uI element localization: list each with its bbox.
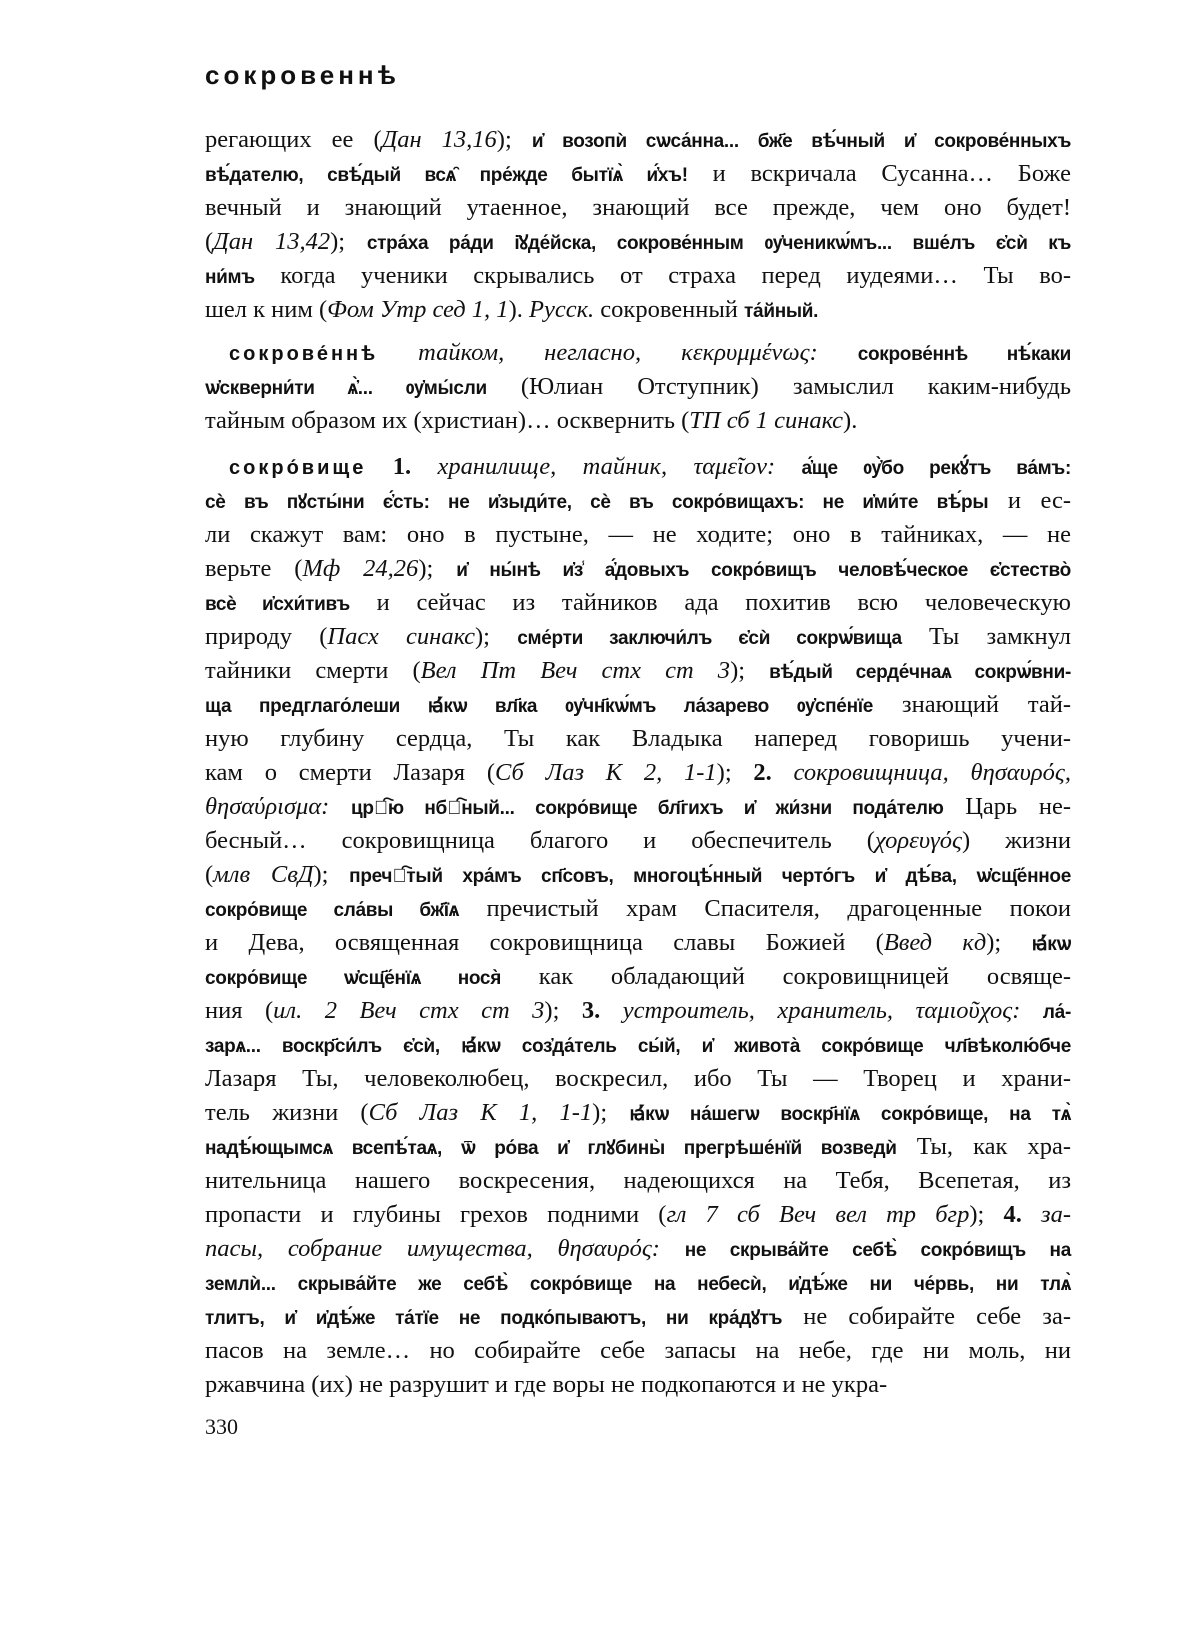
- text-line: [205, 370, 1071, 404]
- text-line: [205, 259, 1071, 293]
- text-line: [205, 926, 1071, 960]
- text-segment: пречистый храм Спасителя, драгоценные покои: [459, 895, 1071, 922]
- text-line: [205, 225, 1071, 259]
- text-line: [205, 722, 1071, 756]
- italic-text: ил. 2 Веч стх ст 3: [273, 997, 545, 1024]
- text-line: [205, 858, 1071, 892]
- text-segment: и Дева, освященная сокровищница славы Божией (: [205, 929, 884, 956]
- church-slavonic-quote: надѣ́ющымсѧ всепѣ́таѧ, ѿ ро́ва и҆ глꙋбины̀ прегрѣше́нїй возведѝ: [205, 1138, 897, 1159]
- text-line: [205, 1368, 1071, 1402]
- italic-text: гл 7 сб Веч вел тр бгр: [666, 1201, 970, 1228]
- headword: сокрове́ннѣ: [229, 343, 379, 365]
- church-slavonic-quote: землѝ... скрыва́йте же себѣ̀ сокро́вище на небесѝ, и҆дѣ́же ни че́рвь, ни тлѧ̀: [205, 1274, 1071, 1295]
- church-slavonic-quote: ꙗ҆́кѡ: [1031, 934, 1071, 955]
- church-slavonic-quote: ꙗ҆́кѡ на́шегѡ воскр҃нїѧ сокро́вище, на тѧ̀: [629, 1104, 1071, 1125]
- italic-text: за-: [1021, 1201, 1072, 1228]
- text-line: [205, 450, 1071, 484]
- italic-text: θησαύρισμα:: [205, 793, 351, 820]
- text-segment: );: [986, 929, 1032, 956]
- text-segment: ли скажут вам: оно в пустыне, — не ходите; оно в тайниках, — не: [205, 521, 1071, 548]
- text-segment: [366, 453, 392, 480]
- church-slavonic-quote: ща предглаго́леши ꙗ҆́кѡ вл҃ка ѹ҆чн҃кѡ́мъ ла́зарево ѹ҆спе́нїе: [205, 696, 874, 717]
- text-line: [205, 586, 1071, 620]
- text-line: [205, 336, 1071, 370]
- italic-text: сокровищница,: [771, 759, 949, 786]
- text-segment: кам о смерти Лазаря (: [205, 759, 495, 786]
- text-line: [205, 1334, 1071, 1368]
- running-head: сокровеннѣ: [205, 60, 400, 90]
- text-segment: );: [418, 555, 457, 582]
- italic-text: Мф 24,26: [302, 555, 419, 582]
- church-slavonic-quote: сѐ въ пꙋсты́ни є҆́сть: не и҆зыди́те, сѐ въ сокро́вищахъ: не и҆ми́те вѣ́ры: [205, 492, 989, 513]
- text-line: [205, 552, 1071, 586]
- text-segment: и вскричала Сусанна… Боже: [687, 160, 1071, 187]
- text-segment: тайным образом их (христиан)… осквернить (: [205, 407, 690, 434]
- text-segment: );: [313, 861, 350, 888]
- text-segment: не собирайте себе за-: [782, 1303, 1071, 1330]
- text-line: [205, 1130, 1071, 1164]
- text-line: [205, 824, 1071, 858]
- church-slavonic-quote: стра́ха ра́ди і҆ꙋде́йска, сокрове́нным ѹ҆ченикѡ́мъ... вше́лъ є҆сѝ къ: [366, 233, 1071, 254]
- text-line: [205, 1164, 1071, 1198]
- italic-text: Дан 13,42: [213, 228, 331, 255]
- church-slavonic-quote: зарѧ... воскр҃си́лъ є҆сѝ, ꙗ҆́кѡ соз҆да́тель сы́й, и҆ живота̀ сокро́вище чл҃вѣколю́бче: [205, 1036, 1071, 1057]
- text-line: [205, 994, 1071, 1028]
- text-segment: 4.: [1003, 1201, 1022, 1228]
- text-line: [205, 518, 1071, 552]
- text-segment: Царь не-: [943, 793, 1072, 820]
- church-slavonic-quote: сокро́вище ѡ҆сщ҃е́нїѧ нося̀: [205, 968, 501, 989]
- text-segment: знающий тай-: [873, 691, 1071, 718]
- text-line: [205, 1062, 1071, 1096]
- text-segment: пропасти и глубины грехов подними (: [205, 1201, 667, 1228]
- text-segment: ).: [508, 296, 529, 323]
- text-segment: природу (: [205, 623, 328, 650]
- italic-text: Сб Лаз К 1, 1-1: [368, 1099, 593, 1126]
- text-line: [205, 1028, 1071, 1062]
- italic-text: Вел Пт Веч стх ст 3: [420, 657, 731, 684]
- church-slavonic-quote: тлитъ, и҆ и҆дѣ́же та́тїе не подко́пываютъ, ни кра́дꙋтъ: [205, 1308, 783, 1329]
- text-line: [205, 1266, 1071, 1300]
- church-slavonic-quote: вѣ́дый серде́чнаѧ сокрѡ́вни-: [769, 662, 1071, 683]
- church-slavonic-quote: црⷭ҇ю нбⷭ҇ный... сокро́вище бл҃гихъ и҆ жи́зни пода́телю: [350, 798, 944, 819]
- church-slavonic-quote: не скрыва́йте себѣ̀ сокро́вищъ на: [684, 1240, 1071, 1261]
- church-slavonic-quote: и҆ возопѝ сѡса́нна... бж҃е вѣ́чный и҆ сокрове́нныхъ: [531, 131, 1071, 152]
- page-number: 330: [205, 1414, 238, 1439]
- italic-text: Пасх синакс: [327, 623, 475, 650]
- church-slavonic-quote: всѐ и҆схи́тивъ: [205, 594, 350, 615]
- text-segment: ную глубину сердца, Ты как Владыка наперед говоришь учени-: [205, 725, 1071, 752]
- entry-sokrovenne: [205, 336, 1071, 438]
- entry-continuation: [205, 123, 1071, 327]
- text-line: [205, 620, 1071, 654]
- church-slavonic-quote: сокро́вище сла́вы бж҃їѧ: [205, 900, 460, 921]
- text-segment: регающих ее (: [205, 126, 382, 153]
- text-segment: );: [544, 997, 582, 1024]
- church-slavonic-quote: та́йный.: [744, 301, 819, 322]
- church-slavonic-quote: и҆ ны́нѣ и҆з̾ а҆́довыхъ сокро́вищъ человѣ́ческое є҆стество̀: [456, 560, 1071, 581]
- italic-text: млв СвД: [213, 861, 314, 888]
- text-segment: ржавчина (их) не разрушит и где воры не подкопаются и не укра-: [205, 1371, 888, 1398]
- italic-text: Русск.: [528, 296, 595, 323]
- text-line: [205, 404, 1071, 438]
- italic-text: тайком, негласно,: [418, 339, 642, 366]
- italic-text: ТП сб 1 синакс: [689, 407, 844, 434]
- text-line: [205, 790, 1071, 824]
- text-line: [205, 756, 1071, 790]
- italic-text: пасы, собрание имущества,: [205, 1235, 533, 1262]
- italic-text: χορευγός: [874, 827, 962, 854]
- text-line: [205, 892, 1071, 926]
- italic-text: Дан 13,16: [381, 126, 497, 153]
- italic-text: ταμεῖον:: [667, 453, 802, 480]
- italic-text: κεκρυμμένως:: [641, 339, 858, 366]
- text-segment: );: [496, 126, 532, 153]
- church-slavonic-quote: сме́рти заключи́лъ є҆сѝ сокрѡ́вища: [517, 628, 902, 649]
- italic-text: θησαυρός,: [948, 759, 1071, 786]
- text-segment: ) жизни: [961, 827, 1071, 854]
- text-segment: );: [969, 1201, 1004, 1228]
- text-segment: верьте (: [205, 555, 303, 582]
- italic-text: θησαυρός:: [532, 1235, 685, 1262]
- italic-text: Сб Лаз К 2, 1-1: [495, 759, 717, 786]
- text-segment: вечный и знающий утаенное, знающий все прежде, чем оно будет!: [205, 194, 1071, 221]
- italic-text: устроитель, хранитель,: [600, 997, 894, 1024]
- text-segment: шел к ним (: [205, 296, 328, 323]
- text-segment: Лазаря Ты, человеколюбец, воскресил, ибо Ты — Творец и храни-: [205, 1065, 1071, 1092]
- italic-text: ταμιοῦχος:: [893, 997, 1043, 1024]
- text-segment: как обладающий сокровищницей освяще-: [501, 963, 1071, 990]
- text-segment: когда ученики скрывались от страха перед иудеями… Ты во-: [254, 262, 1071, 289]
- church-slavonic-quote: вѣ́дателю, свѣ́дый всѧ̑ пре́жде бытїѧ̀ и҆́хъ!: [205, 165, 688, 186]
- text-line: [205, 293, 1071, 327]
- text-segment: Ты замкнул: [901, 623, 1071, 650]
- italic-text: Фом Утр сед 1, 1: [327, 296, 509, 323]
- text-segment: нительница нашего воскресения, надеющихся на Тебя, Всепетая, из: [205, 1167, 1071, 1194]
- text-segment: тель жизни (: [205, 1099, 369, 1126]
- text-segment: 3.: [581, 997, 601, 1024]
- text-segment: бесный… сокровищница благого и обеспечитель (: [205, 827, 875, 854]
- text-line: [205, 1198, 1071, 1232]
- text-line: [205, 654, 1071, 688]
- text-line: [205, 688, 1071, 722]
- text-segment: Ты, как хра-: [896, 1133, 1071, 1160]
- text-segment: [378, 339, 418, 366]
- text-line: [205, 1096, 1071, 1130]
- text-segment: и сейчас из тайников ада похитив всю человеческую: [349, 589, 1071, 616]
- text-line: [205, 1232, 1071, 1266]
- text-segment: (Юлиан Отступник) замыслил каким-нибудь: [486, 373, 1071, 400]
- text-line: [205, 484, 1071, 518]
- text-segment: ния (: [205, 997, 274, 1024]
- text-segment: сокровенный: [594, 296, 745, 323]
- text-line: [205, 960, 1071, 994]
- italic-text: Введ кд: [883, 929, 987, 956]
- text-segment: 2.: [753, 759, 772, 786]
- text-segment: тайники смерти (: [205, 657, 421, 684]
- text-line: [205, 123, 1071, 157]
- church-slavonic-quote: ѡ҆скверни́ти ѧ҆̀... ѹ҆мы́сли: [205, 378, 487, 399]
- church-slavonic-quote: сокрове́ннѣ нѣ́каки: [857, 344, 1072, 365]
- text-segment: пасов на земле… но собирайте себе запасы на небе, где ни моль, ни: [205, 1337, 1071, 1364]
- text-line: [205, 157, 1071, 191]
- church-slavonic-quote: ни́мъ: [205, 267, 255, 288]
- text-segment: ).: [843, 407, 858, 434]
- text-segment: и ес-: [988, 487, 1071, 514]
- text-line: [205, 1300, 1071, 1334]
- text-segment: );: [592, 1099, 630, 1126]
- church-slavonic-quote: пречⷭ҇тый хра́мъ сп҃совъ, многоцѣ́нный черто́гъ и҆ дѣ́ва, ѡ҆сщ҃е́нное: [349, 866, 1071, 887]
- text-segment: );: [330, 228, 367, 255]
- text-segment: );: [730, 657, 770, 684]
- text-segment: (: [205, 228, 214, 255]
- church-slavonic-quote: ла́-: [1042, 1002, 1071, 1023]
- text-segment: 1.: [392, 453, 412, 480]
- text-line: [205, 191, 1071, 225]
- text-segment: );: [475, 623, 518, 650]
- headword: сокро́вище: [229, 457, 367, 479]
- entry-sokrovishche: [205, 450, 1071, 1402]
- church-slavonic-quote: а҆́ще ѹ҆̀бо рекꙋ́тъ ва́мъ:: [801, 458, 1071, 479]
- text-segment: );: [716, 759, 754, 786]
- text-segment: (: [205, 861, 214, 888]
- italic-text: хранилище, тайник,: [411, 453, 668, 480]
